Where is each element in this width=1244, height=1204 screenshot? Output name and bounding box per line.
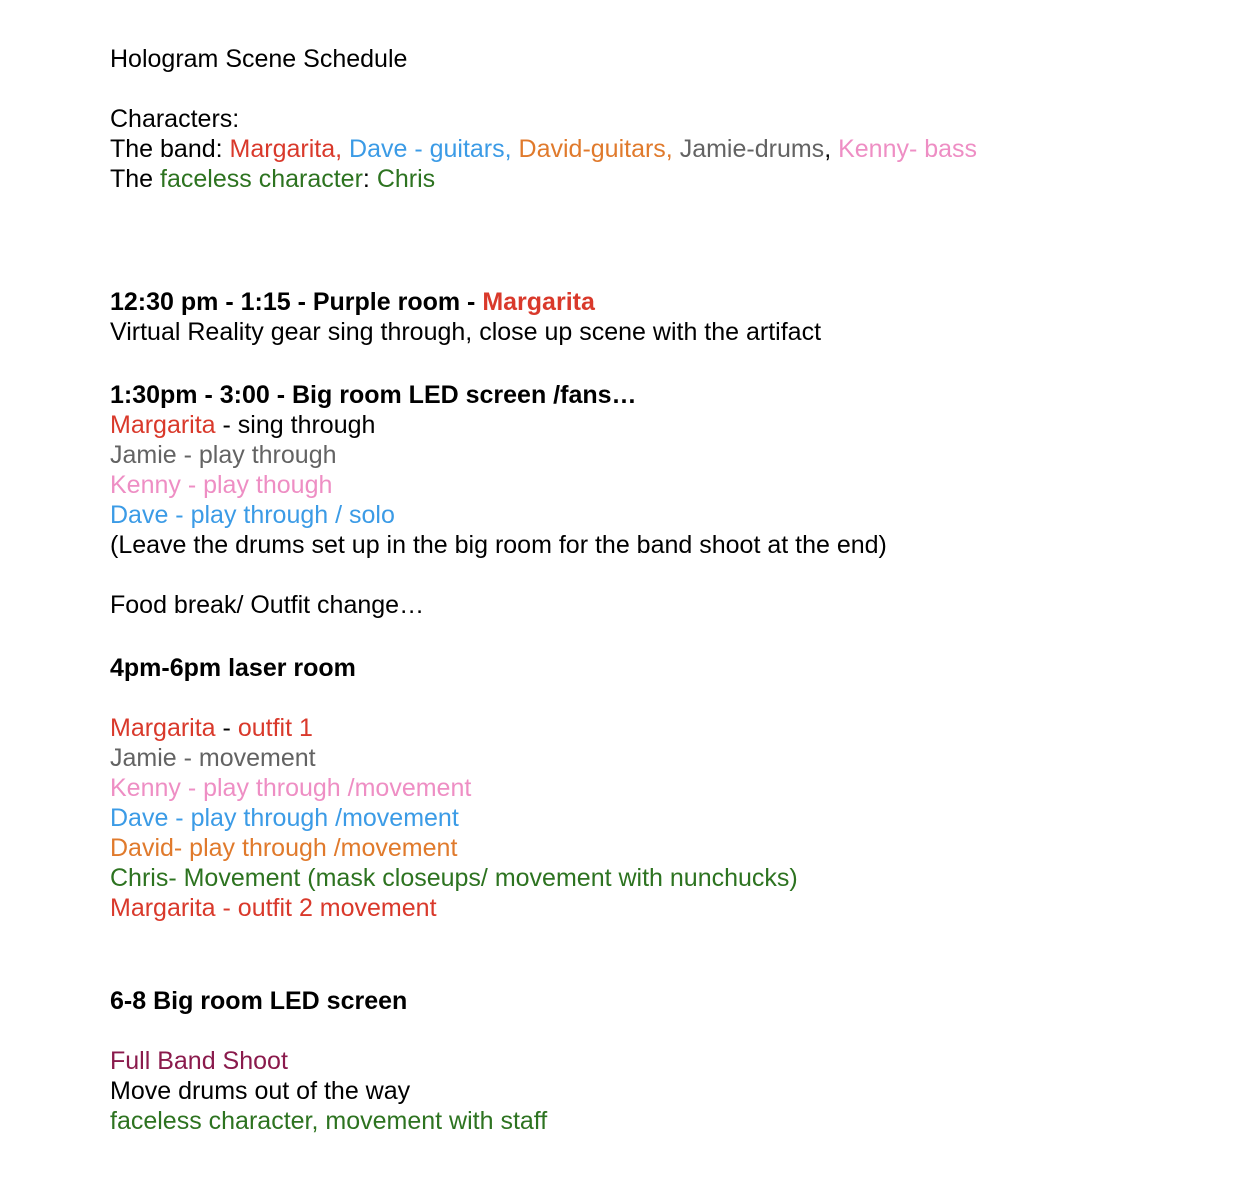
block1-heading-name: Margarita xyxy=(482,288,595,316)
break-note: Food break/ Outfit change… xyxy=(110,591,425,619)
characters-heading: Characters: xyxy=(110,105,240,133)
block2-heading: 1:30pm - 3:00 - Big room LED screen /fans… xyxy=(110,381,637,409)
faceless-label: faceless character xyxy=(160,165,363,193)
block3-kenny: Kenny - play through /movement xyxy=(110,774,472,802)
band-separator: , xyxy=(824,135,839,163)
block4-move-drums: Move drums out of the way xyxy=(110,1077,411,1105)
block4-faceless: faceless character, movement with staff xyxy=(110,1107,548,1135)
faceless-name: Chris xyxy=(376,165,436,193)
document-page xyxy=(110,44,1220,1136)
band-david: David-guitars, xyxy=(518,135,680,163)
band-dave: Dave - guitars, xyxy=(349,135,519,163)
faceless-prefix: The xyxy=(110,165,161,193)
block3-heading: 4pm-6pm laser room xyxy=(110,654,356,682)
block1-heading xyxy=(110,287,1220,317)
block3-dave: Dave - play through /movement xyxy=(110,804,459,832)
block3-margarita-2: Margarita - outfit 2 movement xyxy=(110,894,437,922)
band-jamie: Jamie-drums xyxy=(679,135,825,163)
block3-david: David- play through /movement xyxy=(110,834,458,862)
block3-margarita-sep: - xyxy=(215,714,238,742)
block4-full-band: Full Band Shoot xyxy=(110,1047,288,1075)
band-kenny: Kenny- bass xyxy=(838,135,978,163)
block3-margarita-name: Margarita xyxy=(110,714,216,742)
block1-description: Virtual Reality gear sing through, close up scene with the artifact xyxy=(110,318,822,346)
faceless-colon: : xyxy=(362,165,377,193)
block3-chris: Chris- Movement (mask closeups/ movement with nunchucks) xyxy=(110,864,798,892)
band-margarita: Margarita, xyxy=(229,135,350,163)
block3-margarita xyxy=(110,713,1220,743)
block2-kenny: Kenny - play though xyxy=(110,471,333,499)
block1-heading-time: 12:30 pm - 1:15 - Purple room - xyxy=(110,288,483,316)
block2-dave: Dave - play through / solo xyxy=(110,501,395,529)
band-line xyxy=(110,134,1220,164)
block2-margarita-task: - sing through xyxy=(215,411,376,439)
block2-note: (Leave the drums set up in the big room for the band shoot at the end) xyxy=(110,531,887,559)
block3-margarita-task: outfit 1 xyxy=(237,714,313,742)
faceless-line xyxy=(110,164,1220,194)
block3-jamie: Jamie - movement xyxy=(110,744,316,772)
document-title: Hologram Scene Schedule xyxy=(110,45,408,73)
block2-margarita xyxy=(110,410,1220,440)
band-label: The band: xyxy=(110,135,230,163)
block2-margarita-name: Margarita xyxy=(110,411,216,439)
block2-jamie: Jamie - play through xyxy=(110,441,337,469)
block4-heading: 6-8 Big room LED screen xyxy=(110,987,408,1015)
